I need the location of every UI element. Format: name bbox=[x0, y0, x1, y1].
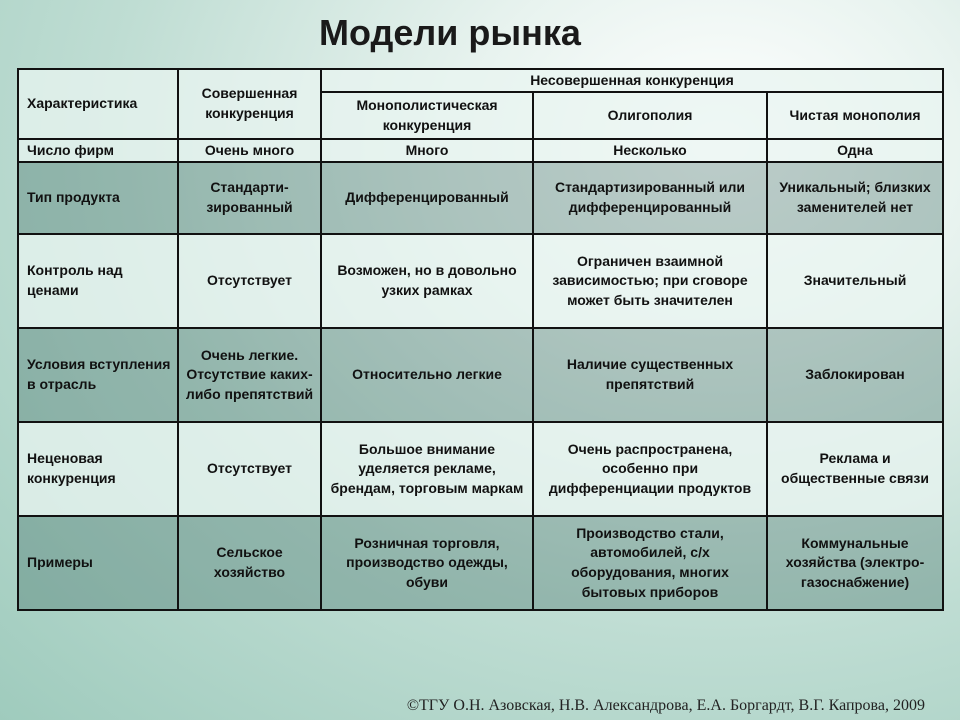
table-row bbox=[18, 139, 943, 162]
header-imperfect-competition: Несовершенная конкуренция bbox=[321, 69, 943, 92]
row-label: Примеры bbox=[18, 516, 178, 610]
cell-perfect: Очень много bbox=[178, 139, 321, 162]
row-label: Контроль над ценами bbox=[18, 234, 178, 328]
table-row bbox=[18, 328, 943, 422]
row-label: Число фирм bbox=[18, 139, 178, 162]
cell-oligopoly: Производство стали, автомобилей, с/х оборудования, многих бытовых приборов bbox=[533, 516, 767, 610]
copyright-footer: ©ТГУ О.Н. Азовская, Н.В. Александрова, Е.А. Боргардт, В.Г. Капрова, 2009 bbox=[406, 697, 925, 714]
cell-perfect: Очень легкие. Отсутствие каких-либо препятствий bbox=[178, 328, 321, 422]
row-label: Неценовая конкуренция bbox=[18, 422, 178, 516]
table-row bbox=[18, 422, 943, 516]
cell-monopolistic: Много bbox=[321, 139, 533, 162]
header-characteristic: Характеристика bbox=[18, 69, 178, 139]
cell-perfect: Сельское хозяйство bbox=[178, 516, 321, 610]
cell-monopolistic: Относительно легкие bbox=[321, 328, 533, 422]
header-perfect-competition: Совершенная конкуренция bbox=[178, 69, 321, 139]
table-row bbox=[18, 516, 943, 610]
row-label: Условия вступления в отрасль bbox=[18, 328, 178, 422]
cell-monopolistic: Розничная торговля, производство одежды, обуви bbox=[321, 516, 533, 610]
header-pure-monopoly: Чистая монополия bbox=[767, 92, 943, 139]
cell-oligopoly: Стандартизированный или дифференцированный bbox=[533, 162, 767, 234]
header-oligopoly: Олигополия bbox=[533, 92, 767, 139]
cell-pure-monopoly: Реклама и общественные связи bbox=[767, 422, 943, 516]
row-label: Тип продукта bbox=[18, 162, 178, 234]
page-title-text: Модели рынка bbox=[319, 12, 581, 53]
cell-perfect: Отсутствует bbox=[178, 422, 321, 516]
cell-oligopoly: Ограничен взаимной зависимостью; при сговоре может быть значителен bbox=[533, 234, 767, 328]
cell-oligopoly: Наличие существенных препятствий bbox=[533, 328, 767, 422]
cell-monopolistic: Дифференцированный bbox=[321, 162, 533, 234]
cell-pure-monopoly: Одна bbox=[767, 139, 943, 162]
cell-perfect: Отсутствует bbox=[178, 234, 321, 328]
table-row bbox=[18, 162, 943, 234]
cell-pure-monopoly: Значительный bbox=[767, 234, 943, 328]
cell-monopolistic: Возможен, но в довольно узких рамках bbox=[321, 234, 533, 328]
page-title bbox=[0, 12, 960, 54]
cell-pure-monopoly: Коммунальные хозяйства (электро-газоснабжение) bbox=[767, 516, 943, 610]
market-models-table bbox=[17, 68, 944, 611]
cell-oligopoly: Очень распространена, особенно при дифференциации продуктов bbox=[533, 422, 767, 516]
cell-oligopoly: Несколько bbox=[533, 139, 767, 162]
cell-perfect: Стандарти-зированный bbox=[178, 162, 321, 234]
table-row bbox=[18, 234, 943, 328]
cell-pure-monopoly: Заблокирован bbox=[767, 328, 943, 422]
cell-pure-monopoly: Уникальный; близких заменителей нет bbox=[767, 162, 943, 234]
header-monopolistic: Монополистическая конкуренция bbox=[321, 92, 533, 139]
cell-monopolistic: Большое внимание уделяется рекламе, брендам, торговым маркам bbox=[321, 422, 533, 516]
